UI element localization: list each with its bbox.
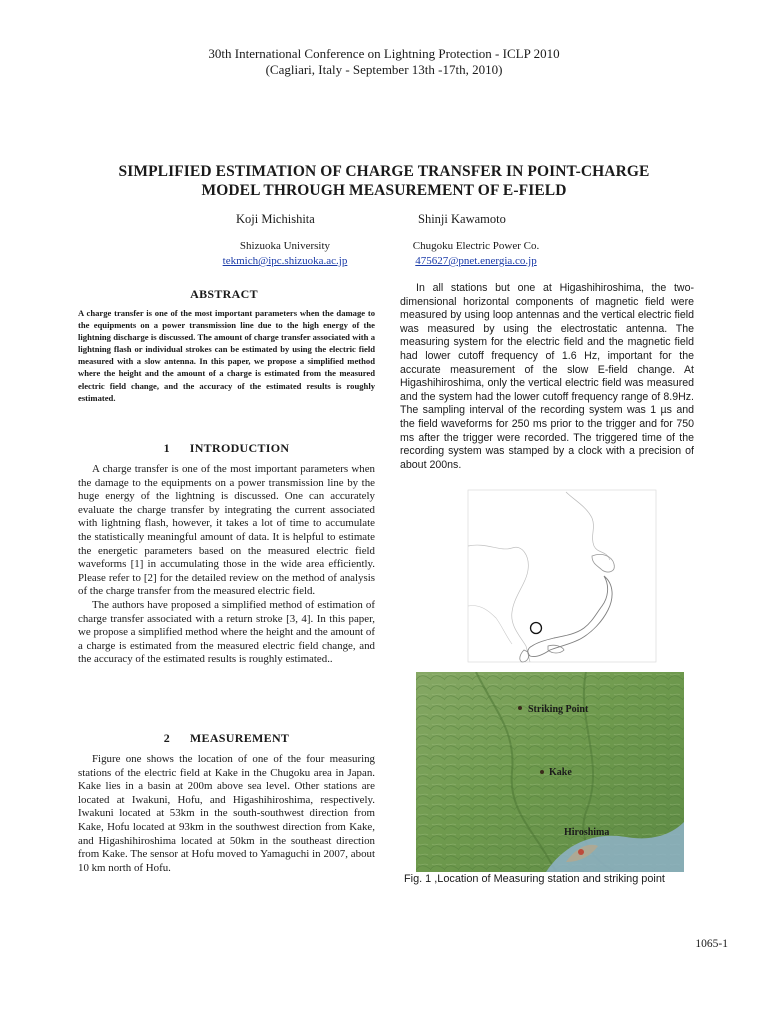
author-name-2: Shinji Kawamoto: [418, 212, 506, 226]
kyushu-outline: [520, 650, 529, 662]
japan-outline-map: [416, 486, 684, 666]
section-number: 1: [163, 441, 170, 455]
section-heading-measurement: [78, 731, 375, 746]
paragraph: A charge transfer is one of the most important parameters when the damage to the equipments on a power transmission line by the huge energy of the lightning is discussed. One can accurately evaluate the charge transfer by integrating the current associated with lightning flash, however, it takes a lot of time to accumulate the statistically meaningful amount of data. It is helpful to estimate the energetic parameters based on the measured electric field waveforms [1] in accumulating those in the wide area efficiently. Please refer to [2] for the detailed review on the method of analysis of the charge transfer from the measured electric field.: [78, 463, 375, 598]
author-name-1: Koji Michishita: [236, 212, 315, 226]
measurement-area-marker: [531, 623, 542, 634]
author-affiliation-2: Chugoku Electric Power Co.: [412, 240, 540, 252]
author-email-2[interactable]: 475627@pnet.energia.co.jp: [415, 255, 537, 267]
conference-header-line1: 30th International Conference on Lightning Protection - ICLP 2010: [208, 46, 560, 61]
satellite-map-figure: [416, 672, 684, 872]
abstract-heading: ABSTRACT: [190, 287, 258, 301]
right-column-body: [400, 282, 694, 472]
mainland-coastline: [468, 545, 530, 662]
introduction-body: [78, 463, 375, 667]
paper-title-line2: MODEL THROUGH MEASUREMENT OF E-FIELD: [201, 182, 567, 199]
japan-map-figure: [416, 486, 684, 666]
page-number: 1065-1: [695, 938, 728, 950]
paragraph: In all stations but one at Higashihiroshima, the two-dimensional horizontal components of magnetic field were measured by using loop antennas and the vertical electric field was measured by using the electrostatic antenna. The measuring system for the electric field and the magnetic field had lower cutoff frequency of 1.6 Hz, important for the accurate measurement of the slow E-field change. At Higashihiroshima, only the vertical electric field was measured and the system had the lower cutoff frequency range of 8.9Hz. The sampling interval of the recording system was 1 µs and the field waveforms for 250 ms prior to the trigger and for 750 ms after the trigger were recorded. The triggered time of the recording system was stamped by a clock with a precision of about 200ns.: [400, 282, 694, 471]
kake-station-marker: [540, 770, 544, 774]
striking-point-marker: [518, 706, 522, 710]
section-title: MEASUREMENT: [189, 731, 290, 745]
section-heading-introduction: [78, 441, 375, 456]
figure-caption: Fig. 1 ,Location of Measuring station and striking point: [404, 873, 665, 885]
label-hiroshima: Hiroshima: [564, 827, 610, 838]
korea-coastline: [468, 606, 512, 644]
sakhalin-hokkaido-outline: [566, 492, 610, 560]
hokkaido-outline: [592, 554, 614, 572]
label-striking-point: Striking Point: [528, 704, 589, 715]
honshu-outline: [528, 576, 612, 657]
measurement-body: [78, 753, 375, 875]
paper-title-line1: SIMPLIFIED ESTIMATION OF CHARGE TRANSFER IN POINT-CHARGE: [118, 163, 650, 180]
satellite-terrain-map: [416, 672, 684, 872]
paragraph: Figure one shows the location of one of the four measuring stations of the electric field at Kake in the Chugoku area in Japan. Kake lies in a basin at 200m above sea level. Other stations are located at Iwakuni, Hofu, and Higashihiroshima, respectively. Iwakuni located at 53km in the south-southwest direction from Kake, Hofu located at 93km in the southwest direction from Kake, and Higashihiroshima located at 50km in the southeast direction from Kake. The sensor at Hofu moved to Yamaguchi in 2007, about 10 km north of Hofu.: [78, 753, 375, 874]
conference-header-line2: (Cagliari, Italy - September 13th -17th, 2010): [265, 62, 503, 77]
author-affiliation-1: Shizuoka University: [239, 240, 331, 252]
paragraph: The authors have proposed a simplified method of estimation of charge transfer associated with a return stroke [3, 4]. In this paper, we propose a simplified method where the height and the amount of a charge is estimated from the measured electric field change, and the accuracy of the estimated results is roughly estimated..: [78, 598, 375, 666]
abstract-text: A charge transfer is one of the most important parameters when the damage to the equipments on a power transmission line due to the high energy of the lightning discharge is discussed. The amount of charge transfer associated with a lightning flash or individual strokes can be estimated by using the electric field measured with a slow antenna. In this paper, we propose a simplified method where the height and the amount of a charge is estimated from the measured electric field change, and the accuracy of the estimated results is roughly estimated.: [78, 308, 375, 403]
label-kake: Kake: [549, 767, 572, 778]
author-email-1[interactable]: tekmich@ipc.shizuoka.ac.jp: [222, 255, 348, 267]
hiroshima-marker: [578, 849, 584, 855]
section-number: 2: [163, 731, 171, 745]
section-title: INTRODUCTION: [189, 441, 290, 455]
